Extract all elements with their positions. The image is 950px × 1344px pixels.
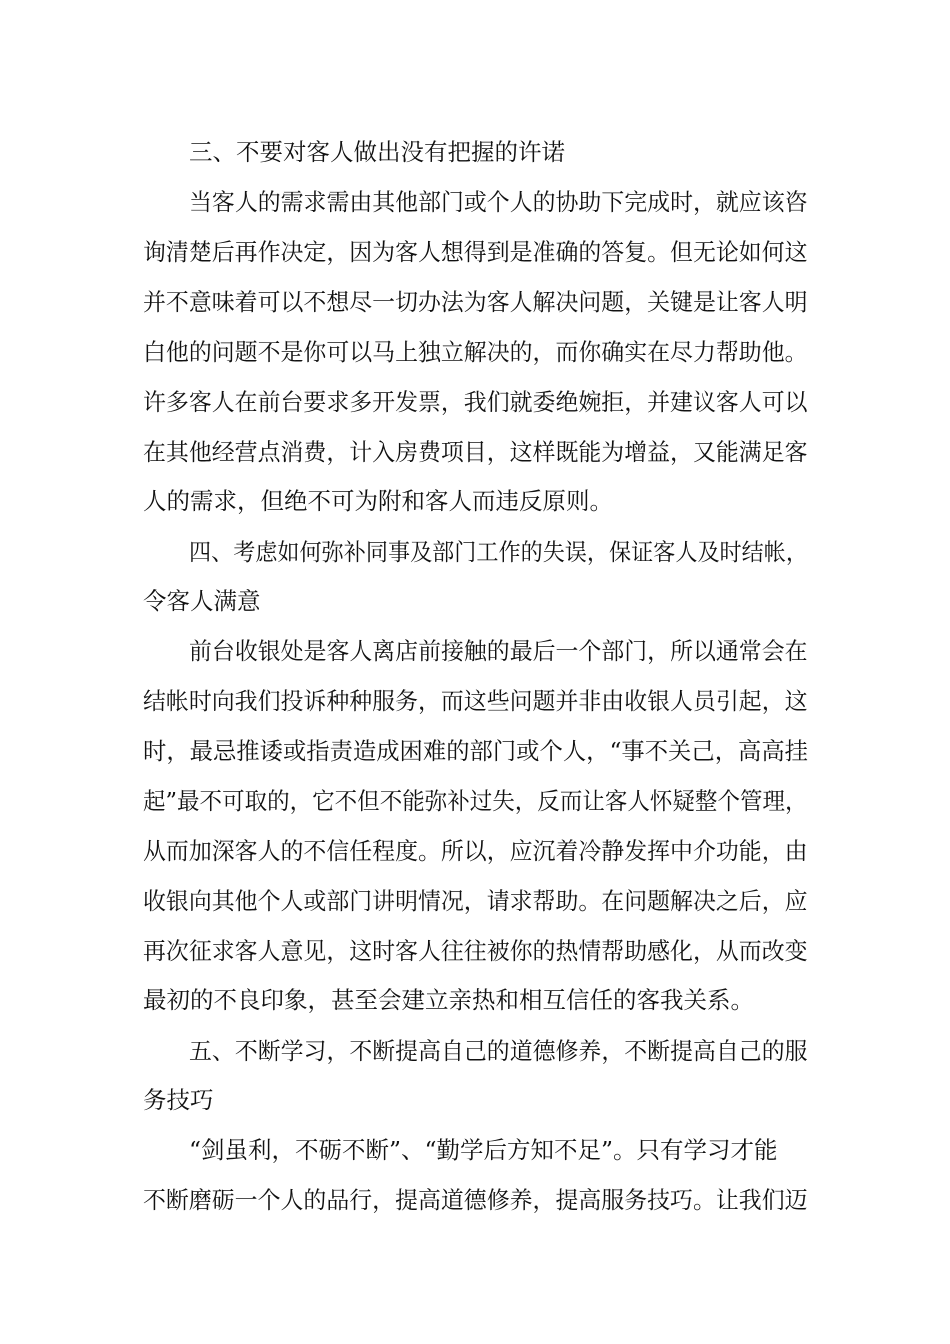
paragraph-line: 从而加深客人的不信任程度。所以，应沉着冷静发挥中介功能，由 bbox=[143, 837, 808, 865]
heading-4: 四、考虑如何弥补同事及部门工作的失误，保证客人及时结帐， bbox=[189, 538, 808, 566]
paragraph-line: 当客人的需求需由其他部门或个人的协助下完成时，就应该咨 bbox=[189, 188, 808, 216]
heading-5: 五、不断学习，不断提高自己的道德修养，不断提高自己的服 bbox=[189, 1037, 808, 1065]
heading-4-continuation: 令客人满意 bbox=[143, 587, 261, 615]
paragraph-line: 再次征求客人意见，这时客人往往被你的热情帮助感化，从而改变 bbox=[143, 937, 808, 965]
paragraph-line: 不断磨砺一个人的品行，提高道德修养，提高服务技巧。让我们迈 bbox=[143, 1186, 808, 1214]
paragraph-line: 并不意味着可以不想尽一切办法为客人解决问题，关键是让客人明 bbox=[143, 288, 808, 316]
paragraph-line: 许多客人在前台要求多开发票，我们就委绝婉拒，并建议客人可以 bbox=[143, 388, 808, 416]
paragraph-line: 询清楚后再作决定，因为客人想得到是准确的答复。但无论如何这 bbox=[143, 238, 808, 266]
paragraph-line: 时，最忌推诿或指责造成困难的部门或个人，“事不关己，高高挂 bbox=[143, 737, 808, 765]
heading-3: 三、不要对客人做出没有把握的许诺 bbox=[189, 138, 565, 166]
paragraph-line: “剑虽利，不砺不断”、“勤学后方知不足”。只有学习才能 bbox=[189, 1136, 778, 1164]
paragraph-line: 结帐时向我们投诉种种服务，而这些问题并非由收银人员引起，这 bbox=[143, 687, 808, 715]
paragraph-line: 人的需求，但绝不可为附和客人而违反原则。 bbox=[143, 487, 613, 515]
paragraph-line: 最初的不良印象，甚至会建立亲热和相互信任的客我关系。 bbox=[143, 986, 754, 1014]
paragraph-line: 收银向其他个人或部门讲明情况，请求帮助。在问题解决之后，应 bbox=[143, 887, 808, 915]
heading-5-continuation: 务技巧 bbox=[143, 1086, 214, 1114]
paragraph-line: 白他的问题不是你可以马上独立解决的，而你确实在尽力帮助他。 bbox=[143, 338, 808, 366]
paragraph-line: 起”最不可取的，它不但不能弥补过失，反而让客人怀疑整个管理， bbox=[143, 787, 808, 815]
paragraph-line: 在其他经营点消费，计入房费项目，这样既能为增益，又能满足客 bbox=[143, 438, 808, 466]
paragraph-line: 前台收银处是客人离店前接触的最后一个部门，所以通常会在 bbox=[189, 637, 808, 665]
